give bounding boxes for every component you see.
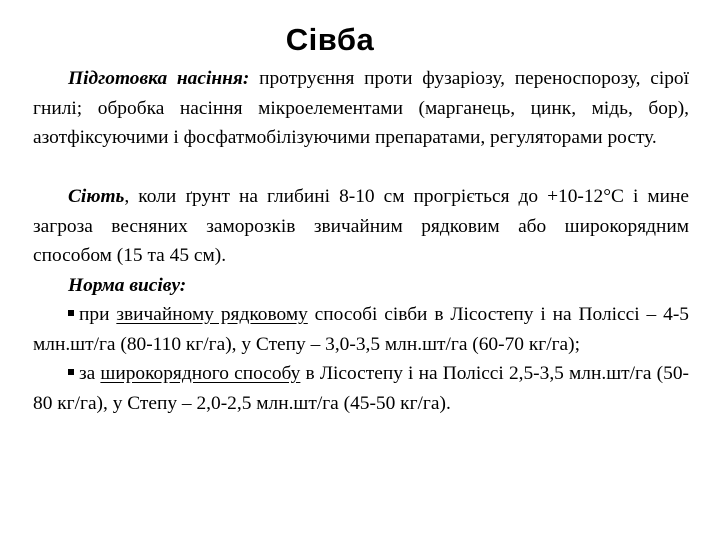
slide-body	[33, 64, 689, 418]
bullet-lead: за	[79, 363, 101, 384]
bullet-square-icon	[68, 369, 74, 375]
seed-preparation-paragraph	[33, 64, 689, 153]
seed-preparation-label: Підготовка насіння:	[68, 68, 250, 89]
paragraph-gap	[33, 153, 689, 183]
bullet-rest: способі сівби в Лісостепу і на Поліссі – 4-5 млн.шт/га (80-110 кг/га), у Степу – 3,0-3,5 млн.шт/га (60-70 кг/га);	[33, 304, 689, 355]
bullet-underlined: широкорядного способу	[100, 363, 301, 384]
seeding-rate-heading: Норма висіву:	[68, 274, 187, 296]
bullet-underlined: звичайному рядковому	[116, 304, 308, 325]
sowing-paragraph	[33, 182, 689, 271]
bullet-rest: в Лісостепу і на Поліссі 2,5-3,5 млн.шт/га (50-80 кг/га), у Степу – 2,0-2,5 млн.шт/га (45-50 кг/га).	[33, 363, 689, 414]
bullet-item-row-sowing	[33, 300, 689, 359]
bullet-lead: при	[79, 304, 117, 325]
seeding-rate-heading-paragraph	[33, 271, 689, 301]
slide-title: Сівба	[285, 22, 375, 57]
bullet-square-icon	[68, 310, 74, 316]
bullet-item-wide-row-sowing	[33, 359, 689, 418]
seed-preparation-text: протруєння проти фузаріозу, переноспорозу, сірої гнилі; обробка насіння мікроелементами (марганець, цинк, мідь, бор), азотфіксуючими і фосфатмобілізуючими препаратами, регуляторами росту.	[33, 68, 689, 148]
sowing-label: Сіють	[68, 186, 125, 207]
sowing-text: , коли ґрунт на глибині 8-10 см прогріється до +10-12°С і мине загроза весняних заморозків звичайним рядковим або широкорядним способом (15 та 45 см).	[33, 186, 689, 266]
